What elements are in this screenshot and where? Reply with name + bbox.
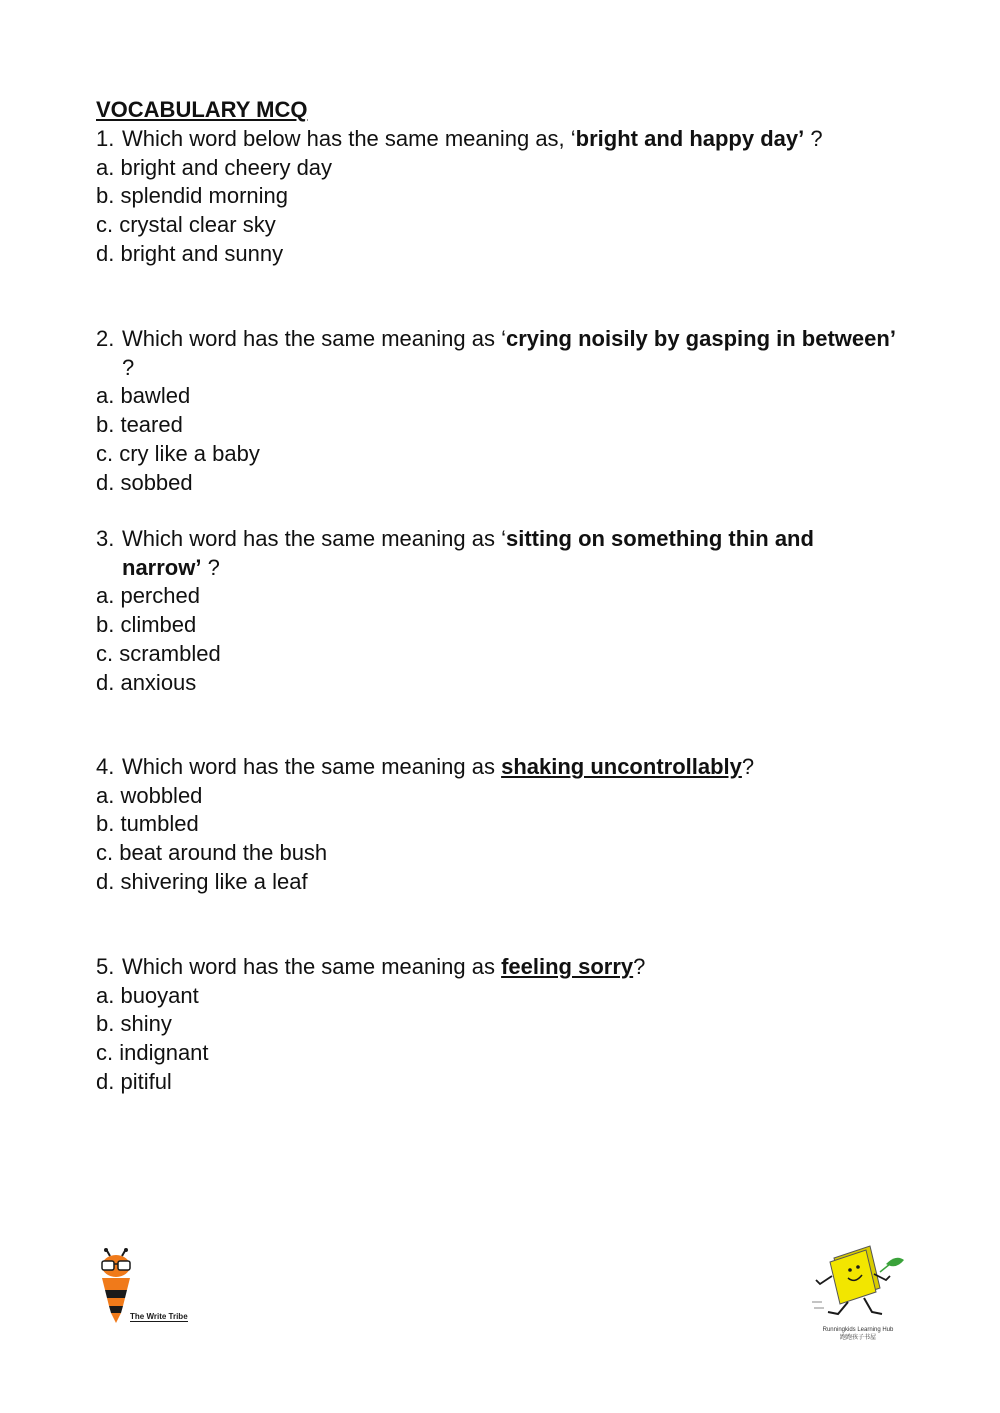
logo-caption: The Write Tribe — [130, 1312, 188, 1321]
option-list — [96, 154, 896, 269]
option-d[interactable]: d. sobbed — [96, 469, 193, 495]
option-c[interactable]: c. crystal clear sky — [96, 212, 276, 238]
question-3 — [96, 525, 896, 697]
question-prompt — [96, 125, 896, 154]
question-2 — [96, 325, 896, 497]
option-b[interactable]: b. splendid morning — [96, 183, 289, 209]
option-d[interactable]: d. shivering like a leaf — [96, 868, 308, 894]
question-5 — [96, 953, 896, 1097]
question-prompt — [96, 753, 896, 782]
option-d[interactable]: d. anxious — [96, 669, 197, 695]
option-d[interactable]: d. pitiful — [96, 1068, 172, 1094]
prompt-prefix: Which word has the same meaning as ‘ — [122, 526, 506, 551]
question-4 — [96, 753, 896, 897]
option-a[interactable]: a. bright and cheery day — [96, 154, 333, 180]
option-list — [96, 582, 896, 697]
write-tribe-logo — [96, 1248, 216, 1328]
question-number: 5. — [96, 954, 115, 979]
prompt-keyword: crying noisily by gasping in between’ — [505, 326, 896, 351]
option-b[interactable]: b. climbed — [96, 612, 197, 638]
question-prompt — [96, 325, 896, 382]
question-prompt — [96, 953, 896, 982]
option-a[interactable]: a. wobbled — [96, 782, 203, 808]
option-a[interactable]: a. bawled — [96, 383, 191, 409]
prompt-keyword: feeling sorry — [501, 954, 634, 979]
worksheet-title: VOCABULARY MCQ — [96, 97, 308, 122]
question-number: 3. — [96, 526, 115, 551]
prompt-prefix: Which word has the same meaning as — [122, 954, 502, 979]
prompt-keyword: bright and happy day’ — [575, 126, 805, 151]
prompt-suffix: ? — [122, 354, 135, 380]
prompt-prefix: Which word has the same meaning as — [122, 754, 502, 779]
prompt-prefix: Which word has the same meaning as ‘ — [122, 326, 506, 351]
option-c[interactable]: c. cry like a baby — [96, 440, 260, 466]
question-number: 1. — [96, 126, 115, 151]
option-c[interactable]: c. beat around the bush — [96, 840, 328, 866]
question-prompt — [96, 525, 896, 582]
option-c[interactable]: c. indignant — [96, 1040, 209, 1066]
runningkids-logo — [808, 1242, 908, 1346]
running-book-icon — [808, 1242, 908, 1326]
prompt-suffix: ? — [633, 954, 646, 979]
prompt-suffix: ? — [804, 126, 823, 151]
question-number: 4. — [96, 754, 115, 779]
option-b[interactable]: b. teared — [96, 412, 183, 438]
prompt-keyword: shaking uncontrollably — [501, 754, 742, 779]
question-1 — [96, 125, 896, 269]
prompt-suffix: ? — [741, 754, 755, 779]
option-list — [96, 782, 896, 897]
prompt-prefix: Which word below has the same meaning as, ‘ — [122, 126, 576, 151]
option-c[interactable]: c. scrambled — [96, 640, 221, 666]
question-number: 2. — [96, 326, 115, 351]
option-list — [96, 982, 896, 1097]
option-b[interactable]: b. tumbled — [96, 811, 199, 837]
logo-caption: Runningkids Learning Hub 跑跑孩子书屋 — [822, 1327, 894, 1341]
prompt-suffix: ? — [201, 554, 220, 580]
prompt-keyword: sitting on something thin and narrow’ — [122, 526, 814, 580]
option-a[interactable]: a. perched — [96, 583, 200, 609]
option-d[interactable]: d. bright and sunny — [96, 240, 284, 266]
option-list — [96, 382, 896, 497]
option-b[interactable]: b. shiny — [96, 1011, 172, 1037]
option-a[interactable]: a. buoyant — [96, 982, 199, 1008]
